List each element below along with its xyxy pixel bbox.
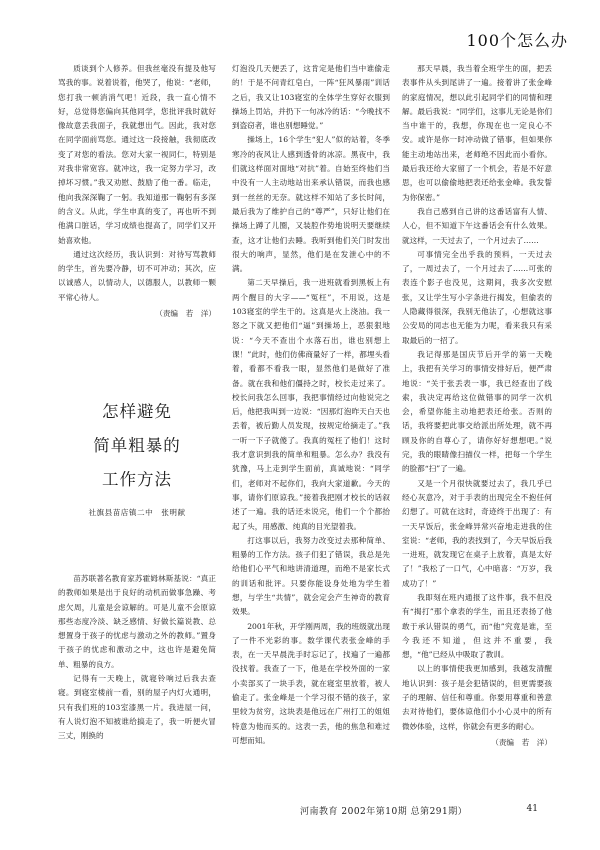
section-header: 100个怎么办 xyxy=(466,31,568,50)
paragraph: 通过这次经历，我认识到：对待写骂教师的学生，首先要冷静，切不可冲动；其次，应以诚感人，以情动人，以德服人，以教师一颗平常心待人。 xyxy=(58,249,216,302)
paragraph: 打这事以后，我努力改变过去那种简单、粗暴的工作方法。孩子们犯了错误，我总是先给他们心平气和地讲清道理，而绝不是家长式的训话和批评。只要你能设身处地为学生着想，与学生“共情”，就会定会产生神奇的教育效果。 xyxy=(232,535,390,617)
paragraph: 又是一个月很快就要过去了，我几乎已经心灰意冷，对于手表的出现完全不抱任何幻想了。可就在这时，奇迹终于出现了：有一天早饭后，张金峰异常兴奋地走进我的住室说：“老师，我的表找到了，今天早饭后我一进班，就发现它在桌子上放着，真是太好了！”我松了一口气，心中暗喜：“万岁，我成功了！” xyxy=(402,478,552,588)
article-title xyxy=(58,395,216,497)
title-line: 简单粗暴的 xyxy=(93,436,181,455)
paragraph: 操场上，16个学生“犯人”似的站着，冬季寒冷的夜风让人感到透骨的冰凉。黑夜中，我们就这样面对面地“对抗”着。自始至终他们当中没有一人主动地站出来承认错误，而我也感到一丝丝的无奈。就这样不知站了多长时间，最后我为了维护自己的“尊严”，只好让他们在操场上蹲了儿圈，又装腔作势地说明天要继续查，这才让他们去睡。我听到他们关门时发出很大的响声，显然，他们是在发泄心中的不满。 xyxy=(232,135,390,274)
paragraph: 2001年秋，开学刚两周，我的班级就出现了一件不光彩的事。数学课代表张金峰的手表，在一天早晨洗手时忘记了，找遍了一遍都没找着。我查了一下，他是在学校外面的一家小卖部买了一块手表，就在寝室里放着，被人偷走了。张金峰是一个学习很不错的孩子，家里较为贫穷，这块表是他远在广州打工的姐姐特意为他而买的。这表一丢，他的焦急和难过可想而知。 xyxy=(232,621,390,745)
paragraph: 我自己感到自己讲的这番话富有人情、人心，但不知道下午这番话会有什么效果。就这样，一天过去了，一个月过去了…… xyxy=(402,206,552,245)
paragraph: 可事情完全出乎我的预料，一天过去了，一周过去了，一个月过去了……可张的表连个影子也没见，这期间，我多次安慰张，又让学生写小字条进行揭发，但偷表的人隐藏得很深，我别无他法了，心想就这事公安局的同志也无能为力呢，看来我只有采取最后的一招了。 xyxy=(402,249,552,345)
title-line: 工作方法 xyxy=(102,470,172,489)
paragraph: 我即刻在班内通报了这件事，我不但没有“揭打”那个拿表的学生，而且还表扬了他敢于承认错误的勇气，而“他”究竟是谁，至今我还不知道，但这并不重要，我想，“他”已经从中吸取了教训。 xyxy=(402,592,552,660)
journal-footer: 河南教育 2002年第10期 总第291期） xyxy=(300,807,468,817)
editor-credit: （责编 若 洋） xyxy=(491,737,552,747)
paragraph: 以上的事情使我更加感到，我越发清醒地认识到：孩子是会犯错误的，但更需要孩子的理解、信任和尊重。你要用尊重和善意去对待他们，要体谅他们小小心灵中的所有微妙体验，这样，你就会有更多的耐心。 xyxy=(402,664,552,731)
paragraph: 记得有一天晚上，就寝铃响过后我去查寝。到寝室楼前一看，别的屋子内灯火通明，只有我们班的103室漆黑一片。我进屋一问，有人说灯泡不知被谁给搞走了，我一听便火冒三丈，刚换的 xyxy=(58,674,216,741)
paragraph: 那天早晨，我当着全班学生的面，把丢表事件从头到尾讲了一遍。接着讲了张金峰的家庭情况，想以此引起同学们的同情和理解。最后我说：“同学们，这事儿无论是你们当中谁干的，我想，你现在也一定良心不安。或许是你一时冲动做了错事，但如果你能主动地站出来，老师绝不因此而小看你。最后我还给大家留了一个机会，若是不好意思，也可以偷偷地把表还给张金峰。我发誓为你保密。” xyxy=(402,64,552,202)
paragraph: 质谈到个人修养。但我丝毫没有提及他写骂我的事。说着说着，他哭了，他说：“老师，您打我一顿消消气吧！近段，我一直心情不好，总觉得您偏向其他同学，您批评我时就好像故意丢我面子，我就想出气。因此，我对您在同学面前骂您。通过这一段接触，我彻底改变了对您的看法。您对大家一视同仁，特别是对我非常宽容。就冲这，我一定努力学习，改掉坏习惯。”我又劝慰、鼓励了他一番。临走，他向我深深鞠了一躬。我知道那一鞠躬有多深的含义。从此，学生申真的变了，再也听不到他满口脏话，学习成绩也提高了，同学们又开始喜欢他。 xyxy=(58,64,216,245)
column-1-top xyxy=(58,62,216,321)
editor-credit: （责编 若 洋） xyxy=(155,309,216,319)
column-1-bottom xyxy=(58,572,216,744)
page-number: 41 xyxy=(526,804,538,814)
paragraph: 苗苏联著名教育家苏霍姆林斯基说：“真正的教师如果是出于良好的动机而做事急躁、考虑欠周，儿童是会谅解的。可是儿童不会原谅那些态度冷淡、缺乏感情、好做长篇说教、总想置身于孩子的忧虑与激动之外的教师。”置身于孩子的忧虑和激动之中，这也许是避免简单、粗暴的良方。 xyxy=(58,574,216,669)
paragraph: 我记得那是国庆节后开学的第一天晚上，我把有关学习的事情安排好后，便严肃地说：“关于张丢表一事，我已经查出了线索，我决定再给这位做错事的同学一次机会，希望你能主动地把表还给张。否则的话，我将要把此事交给派出所处理，就不再顾及你的自尊心了，请你好好想想吧。”说完，我的眼睛像扫描仪一样，把每一个学生的脸都“扫”了一遍。 xyxy=(402,349,552,474)
paragraph: 灯泡没几天便丢了，这肯定是他们当中谁偷走的！于是不问青红皂白，一阵“狂风暴雨”训话之后，我又让103寝室的全体学生穿好衣服到操场上罚站，并扔下一句冰冷的话：“今晚找不到盗窃者，谁也别想睡觉。” xyxy=(232,64,390,131)
title-line: 怎样避免 xyxy=(102,402,172,421)
column-3 xyxy=(402,62,552,750)
column-2 xyxy=(232,62,390,748)
paragraph: 第二天早操后，我一进班就看到黑板上有两个醒目的大字——“冤枉”，不用说，这是103寝室的学生干的。这真是火上浇油。我一怒之下就又把他们“逼”到操场上，恶狠狠地说：“今天不查出个水落石出，谁也别想上课！”此时，他们仿佛商量好了一样，都埋头看着，看都不看我一眼，显然他们是做好了准备。就在我和他们僵持之时，校长走过来了。校长问我怎么回事，我把事情经过向他说完之后，他把我叫到一边说：“因那灯泡昨天白天也丢着，被后勤人员发现，按规定给摘走了。”我一听一下子就傻了。我真的冤枉了他们！这时我才意识到我的简单和粗暴。怎么办？我没有犹豫，马上走到学生面前，真诚地说：“同学们，老师对不起你们，我向大家道歉。今天的事，请你们原谅我。”接着我把刚才校长的话叙述了一遍。我的话还未说完，他们一个个都抬起了头，用感激、纯真的目光望着我。 xyxy=(232,278,390,531)
article-byline: 社旗县苗店镇二中 张明献 xyxy=(88,508,186,517)
